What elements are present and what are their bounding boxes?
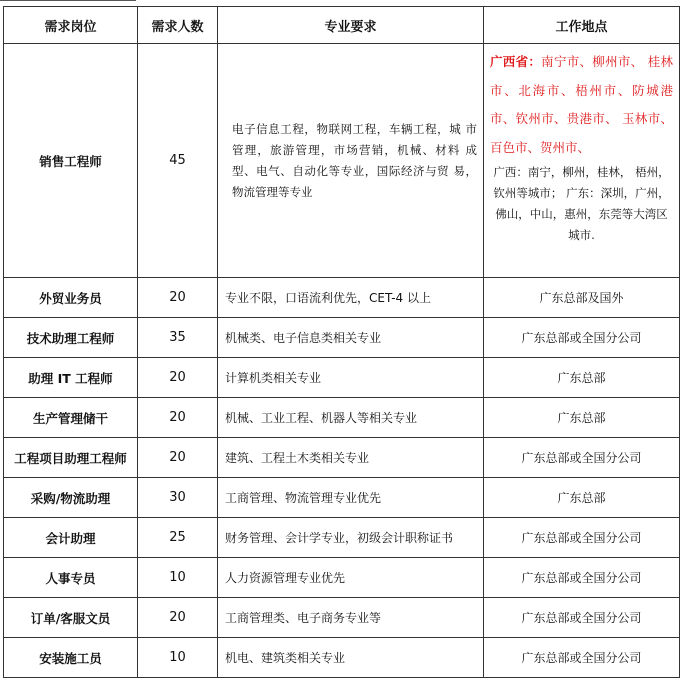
table-row	[4, 358, 680, 398]
count-cell: 20	[138, 438, 218, 478]
requirement-cell: 机械、工业工程、机器人等相关专业	[218, 398, 484, 438]
requirement-cell: 机电、建筑类相关专业	[218, 638, 484, 678]
role-cell: 外贸业务员	[4, 278, 138, 318]
count-cell: 30	[138, 478, 218, 518]
table-row	[4, 44, 680, 278]
table-row	[4, 638, 680, 678]
requirement-text: 电子信息工程，物联网工程，车辆工程，城 市管理，旅游管理，市场营销，机械、材料 成型、电气、自动化等专业，国际经济与贸 易，物流管理等专业	[232, 121, 477, 199]
role-cell: 生产管理储干	[4, 398, 138, 438]
role-cell: 销售工程师	[4, 44, 138, 278]
location-cell: 广东总部或全国分公司	[484, 558, 680, 598]
location-cell: 广东总部或全国分公司	[484, 518, 680, 558]
table-row	[4, 398, 680, 438]
count-cell: 10	[138, 558, 218, 598]
requirement-cell: 机械类、电子信息类相关专业	[218, 318, 484, 358]
requirement-cell: 建筑、工程土木类相关专业	[218, 438, 484, 478]
location-province-label: 广西省：	[490, 54, 542, 69]
location-cell: 广东总部	[484, 398, 680, 438]
location-cell	[484, 44, 680, 278]
location-cell: 广东总部或全国分公司	[484, 598, 680, 638]
count-cell: 20	[138, 398, 218, 438]
count-cell: 20	[138, 358, 218, 398]
top-rule	[0, 0, 136, 5]
job-table	[3, 6, 680, 678]
role-cell: 会计助理	[4, 518, 138, 558]
location-red-cities: 南宁市、柳州市、 桂林市、北海市、梧州市、防城港市、钦州市、贵港市、 玉林市、百色市、贺州市、	[490, 54, 673, 155]
requirement-cell: 专业不限，口语流利优先，CET-4 以上	[218, 278, 484, 318]
role-cell: 安装施工员	[4, 638, 138, 678]
header-count: 需求人数	[138, 7, 218, 44]
table-row	[4, 478, 680, 518]
role-cell: 助理 IT 工程师	[4, 358, 138, 398]
header-role: 需求岗位	[4, 7, 138, 44]
role-cell: 技术助理工程师	[4, 318, 138, 358]
location-cell: 广东总部或全国分公司	[484, 318, 680, 358]
location-cell: 广东总部	[484, 478, 680, 518]
location-cell: 广东总部	[484, 358, 680, 398]
requirement-cell: 计算机类相关专业	[218, 358, 484, 398]
table-row	[4, 598, 680, 638]
header-row	[4, 7, 680, 44]
count-cell: 20	[138, 598, 218, 638]
role-cell: 工程项目助理工程师	[4, 438, 138, 478]
table-row	[4, 558, 680, 598]
location-cell: 广东总部及国外	[484, 278, 680, 318]
count-cell: 20	[138, 278, 218, 318]
count-cell: 45	[138, 44, 218, 278]
role-cell: 采购/物流助理	[4, 478, 138, 518]
table-row	[4, 518, 680, 558]
count-cell: 25	[138, 518, 218, 558]
location-other-cities: 广西：南宁，柳州，桂林， 梧州，钦州等城市； 广东：深圳，广州，佛山，中山，惠州，东莞等大湾区 城市.	[493, 165, 670, 242]
location-cell: 广东总部或全国分公司	[484, 438, 680, 478]
requirement-cell	[218, 44, 484, 278]
role-cell: 人事专员	[4, 558, 138, 598]
header-requirement: 专业要求	[218, 7, 484, 44]
count-cell: 35	[138, 318, 218, 358]
location-cell: 广东总部或全国分公司	[484, 638, 680, 678]
role-cell: 订单/客服文员	[4, 598, 138, 638]
table-row	[4, 278, 680, 318]
requirement-cell: 财务管理、会计学专业，初级会计职称证书	[218, 518, 484, 558]
location-guangxi-cities	[490, 48, 673, 162]
requirement-cell: 人力资源管理专业优先	[218, 558, 484, 598]
count-cell: 10	[138, 638, 218, 678]
table-row	[4, 438, 680, 478]
requirement-cell: 工商管理类、电子商务专业等	[218, 598, 484, 638]
table-row	[4, 318, 680, 358]
requirement-cell: 工商管理、物流管理专业优先	[218, 478, 484, 518]
header-location: 工作地点	[484, 7, 680, 44]
